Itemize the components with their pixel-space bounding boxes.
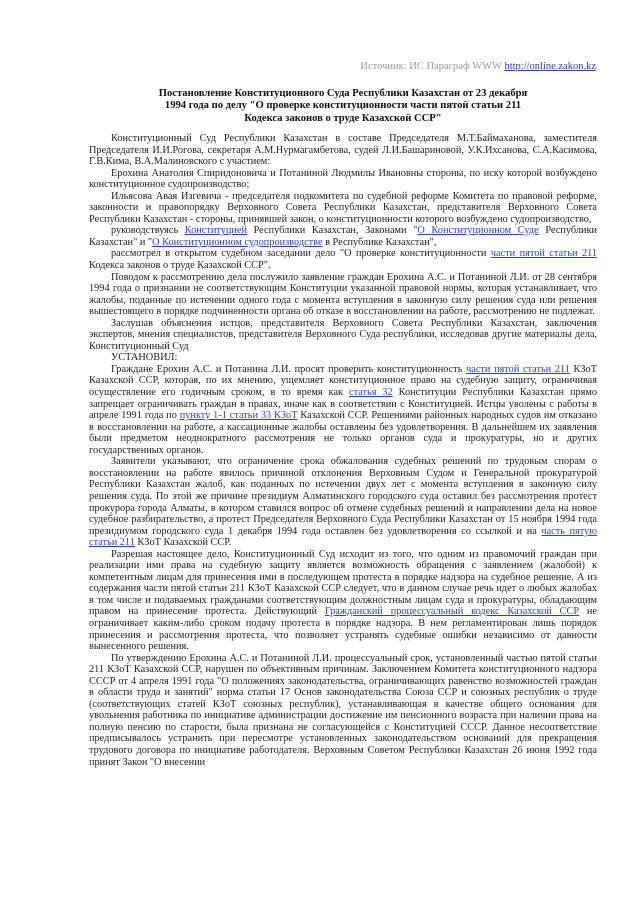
- document-link[interactable]: О Конституционном судопроизводстве: [152, 236, 323, 248]
- title-line: Постановление Конституционного Суда Республики Казахстан от 23 декабря: [158, 88, 528, 99]
- document-body: [89, 133, 597, 768]
- paragraph: [89, 191, 597, 226]
- paragraph-text: в Республике Казахстан",: [322, 236, 437, 248]
- paragraph: [89, 248, 597, 271]
- source-link[interactable]: http://online.zakon.kz: [504, 61, 596, 72]
- paragraph-text: не ограничивает каким-либо сроком подачу протеста в порядке надзора. В нем регламентирован лишь порядок принесения и рассмотрения протеста, что позволяет устранять судебные ошибки независимо от давности вынесенного решения.: [89, 606, 598, 653]
- source-line: [360, 61, 596, 72]
- paragraph-text: Заявители указывают, что ограничение срока обжалования судебных решений по трудовым спорам о восстановлении на работе явилось причиной отклонения Верховным Судом и Генеральной прокуратурой Республики Казахстан жалоб, как поданных по истечении двух лет с момента вступления в законную силу решения суда. По этой же причине президиум Алматинского городского суда оставил без рассмотрения протест прокурора города Алматы, в котором ставился вопрос об отмене судебных решений и направлении дела на новое судебное разбирательство, а протест Председателя Верховного Суда Республики Казахстан от 15 ноября 1994 года президиумом городского суда 1 декабря 1994 года оставлен без удовлетворения со ссылкой и на: [89, 456, 597, 537]
- paragraph-text: Республики Казахстан, Законами ": [246, 225, 418, 237]
- source-label: Источник: ИС Параграф WWW: [360, 61, 505, 72]
- document-link[interactable]: части пятой статьи 211: [466, 363, 570, 375]
- paragraph-text: Граждане Ерохин А.С. и Потанина Л.И. просят проверить конституционность: [111, 363, 467, 375]
- paragraph: [89, 456, 597, 548]
- paragraph-text: КЗоТ Казахской ССР.: [134, 537, 232, 549]
- paragraph-text: Разрешая настоящее дело, Конституционный Суд исходит из того, что одним из правомочий граждан при реализации ими права на судебную защиту является возможность обращения с заявлением (жалобой) к компетентным лицам для принесения ими в последующем протеста в порядке надзора на судебное решение. А из содержания части пятой статьи 211 КЗоТ Казахской ССР следует, что в данном случае речь идет о любых жалобах в том числе и подаваемых гражданами соответствующим должностным лицам суда и прокуратуры, обладающим правом на принесение протеста. Действующий: [89, 548, 597, 618]
- paragraph-text: КЗоТ Казахской ССР, которая, по их мнению, ущемляет конституционное право на судебную защиту, ограничивая осуществление его годичным сроком, в то время как: [89, 363, 597, 399]
- paragraph: [89, 318, 597, 353]
- paragraph-text: Конституции Республики Казахстан прямо запрещает ограничивать граждан в правах, иначе как в соответствии с Конституцией. Истцы уволены с работы в апреле 1991 года по: [89, 387, 598, 422]
- document-link[interactable]: О Конституционном Суде: [417, 225, 539, 237]
- paragraph-text: Республики Казахстан" и ": [89, 225, 597, 248]
- paragraph-text: Ерохина Анатолия Спиридоновича и Потаниной Людмилы Ивановны стороны, по иску которой возбуждено конституционное судопроизводство;: [89, 167, 597, 191]
- paragraph-text: Казахской ССР. Решениями районных народных судов им отказано в восстановлении на работе, а кассационные жалобы оставлены без удовлетворения. В дальнейшем их заявления были предметом неоднократного рассмотрения не только органов суда и прокуратуры, но и других государственных органов.: [89, 410, 597, 456]
- document-title: [89, 88, 597, 125]
- document-link[interactable]: части пятой статьи 211: [490, 248, 598, 260]
- paragraph-text: По утверждению Ерохина А.С. и Потаниной Л.И. процессуальный срок, установленный частью пятой статьи 211 КЗоТ Казахской ССР, нарушен по объективным причинам. Заключением Комитета конституционного надзора СССР от 4 апреля 1991 года "О положениях законодательства, ограничивающих равенство возможностей граждан в области труда и занятий" норма статьи 17 Основ законодательства Союза ССР и союзных республик о труде (соответствующих статей КЗоТ союзных республик), устанавливающая в качестве общего основания для увольнения работника по инициативе администрации достижение им пенсионного возраста при наличии права на полную пенсию по старости, была признана не согласующейся с Конституцией СССР. Данное несоответствие предписывалось устранить при пересмотре установленных законодательством оснований для прекращения трудового договора по инициативе работодателя. Верховным Советом Республики Казахстан 26 июня 1992 года принят Закон "О внесении: [89, 652, 597, 768]
- paragraph: [89, 168, 597, 191]
- paragraph-text: Конституционный Суд Республики Казахстан в составе Председателя М.Т.Баймаханова, заместителя Председателя И.И.Рогова, секретаря А.М.Нурмагамбетова, судей Л.И.Башариновой, У.К.Ихсанова, С.А.Касимова, Г.В.Кима, В.А.Малиновского с участием:: [89, 133, 597, 168]
- title-line: 1994 года по делу "О проверке конституционности части пятой статьи 211: [164, 100, 522, 112]
- paragraph-text: Ильясова Авая Изгевича - председателя подкомитета по судебной реформе Комитета по правовой реформе, законности и правопорядку Верховного Совета Республики Казахстан, представителя Верховного Совета Республики Казахстан - стороны, принявшей закон, о конституционности которого возбуждено судопроизводство,: [89, 190, 597, 225]
- paragraph: [89, 272, 597, 318]
- paragraph: [89, 364, 597, 456]
- paragraph: [89, 653, 597, 768]
- paragraph: [89, 549, 597, 653]
- paragraph-text: руководствуясь: [111, 225, 185, 237]
- paragraph-text: УСТАНОВИЛ:: [111, 352, 178, 364]
- paragraph-text: Поводом к рассмотрению дела послужило заявление граждан Ерохина А.С. и Потаниной Л.И. от 28 сентября 1994 года о признании не соответствующим Конституции указанной правовой нормы, которая устанавливает, что жалобы, поданные по истечении одного года с момента вступления в законную силу решения суда или решения вышестоящего в порядке подчиненности органа об отказе в восстановлении на работе, рассмотрению не подлежат.: [89, 271, 597, 318]
- paragraph-text: Кодекса законов о труде Казахской ССР".: [89, 260, 271, 272]
- paragraph: [89, 133, 597, 168]
- document-link[interactable]: Конституцией: [184, 225, 247, 237]
- paragraph-text: рассмотрел в открытом судебном заседании дело "О проверке конституционности: [111, 248, 491, 260]
- paragraph: [89, 352, 597, 364]
- document-link[interactable]: статья 32: [349, 387, 393, 399]
- paragraph-text: Заслушав объяснения истцов, представителя Верховного Совета Республики Казахстан, заключения экспертов, мнения специалистов, представителя Верховного Суда республики, исследовав другие материалы дела, Конституционный Суд: [89, 317, 597, 352]
- document-link[interactable]: часть пятую статьи 211: [89, 525, 597, 549]
- paragraph: [89, 225, 597, 248]
- document-link[interactable]: Гражданский процессуальный кодекс Казахской ССР: [324, 606, 580, 618]
- document-link[interactable]: пункту 1-1 статьи 33 КЗоТ: [179, 410, 298, 422]
- title-line: Кодекса законов о труде Казахской ССР": [244, 112, 442, 124]
